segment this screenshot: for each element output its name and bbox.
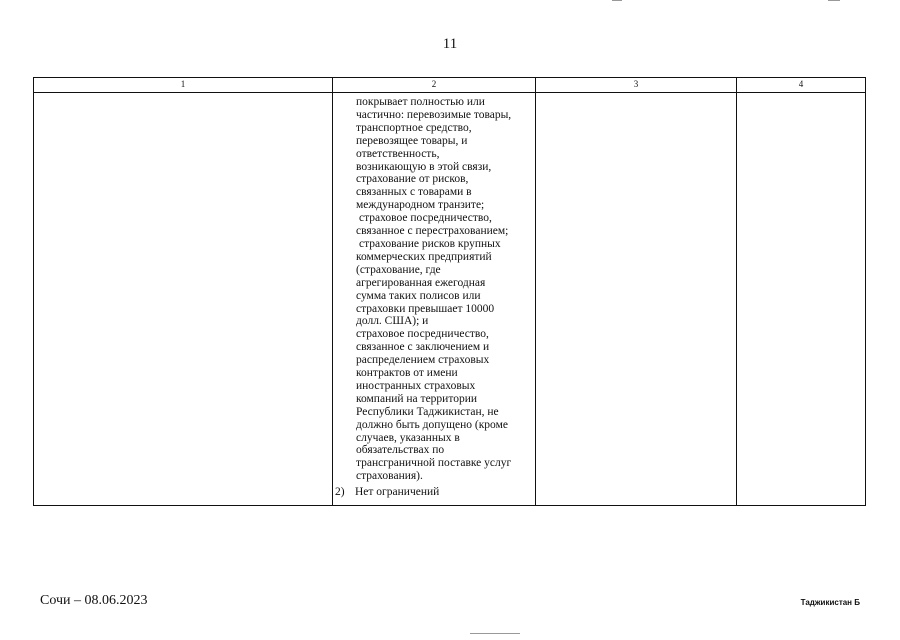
table-row <box>34 93 866 506</box>
text-line: (страхование, где <box>356 263 441 276</box>
table-cell-col1 <box>34 93 333 506</box>
scan-artifact-line <box>612 0 622 1</box>
text-line: связанных с товарами в <box>356 186 472 199</box>
text-line: долл. США); и <box>356 315 429 328</box>
text-line: страхования). <box>356 470 423 483</box>
scan-artifact-line <box>828 0 840 1</box>
text-line: страховое посредничество, <box>359 212 492 225</box>
text-line: Республики Таджикистан, не <box>356 405 499 418</box>
text-line: связанное с заключением и <box>356 341 490 354</box>
text-line: страхование от рисков, <box>356 173 469 186</box>
text-line: страховки превышает 10000 <box>356 302 495 315</box>
list-item-number: 2) <box>335 486 345 499</box>
text-line: компаний на территории <box>356 392 478 405</box>
text-line: международном транзите; <box>356 199 485 212</box>
text-line: ответственность, <box>356 147 440 160</box>
text-line: агрегированная ежегодная <box>356 276 486 289</box>
table-cell-col3 <box>536 93 737 506</box>
footer-location-date: Сочи – 08.06.2023 <box>40 593 148 608</box>
text-line: распределением страховых <box>356 354 490 367</box>
text-line: трансграничной поставке услуг <box>356 457 512 470</box>
text-line: страхование рисков крупных <box>359 237 501 250</box>
text-line: частично: перевозимые товары, <box>356 108 512 121</box>
text-line: иностранных страховых <box>356 379 476 392</box>
text-line: должно быть допущено (кроме <box>356 418 508 431</box>
list-item-2 <box>333 486 535 499</box>
text-line: страховое посредничество, <box>356 328 489 341</box>
table-header-row <box>34 78 866 93</box>
column-header-1: 1 <box>34 78 333 93</box>
text-line: перевозящее товары, и <box>356 134 468 147</box>
list-item-text: Нет ограничений <box>355 486 440 499</box>
text-line: возникающую в этой связи, <box>356 160 492 173</box>
footer-country-code: Таджикистан Б <box>800 598 860 607</box>
text-line: транспортное средство, <box>356 121 472 134</box>
text-line: коммерческих предприятий <box>356 250 492 263</box>
column-header-4: 4 <box>737 78 866 93</box>
text-line: контрактов от имени <box>356 367 458 380</box>
commitments-table <box>33 77 866 506</box>
text-line: сумма таких полисов или <box>356 289 481 302</box>
column-header-2: 2 <box>333 78 536 93</box>
table-cell-col4 <box>737 93 866 506</box>
page-number: 11 <box>442 36 458 52</box>
scan-artifact-line <box>470 633 520 634</box>
text-line: обязательствах по <box>356 444 445 457</box>
text-line: связанное с перестрахованием; <box>356 225 509 238</box>
text-line: случаев, указанных в <box>356 431 460 444</box>
col2-text-block <box>333 93 535 499</box>
text-line: покрывает полностью или <box>356 96 485 108</box>
table-cell-col2 <box>333 93 536 506</box>
column-header-3: 3 <box>536 78 737 93</box>
